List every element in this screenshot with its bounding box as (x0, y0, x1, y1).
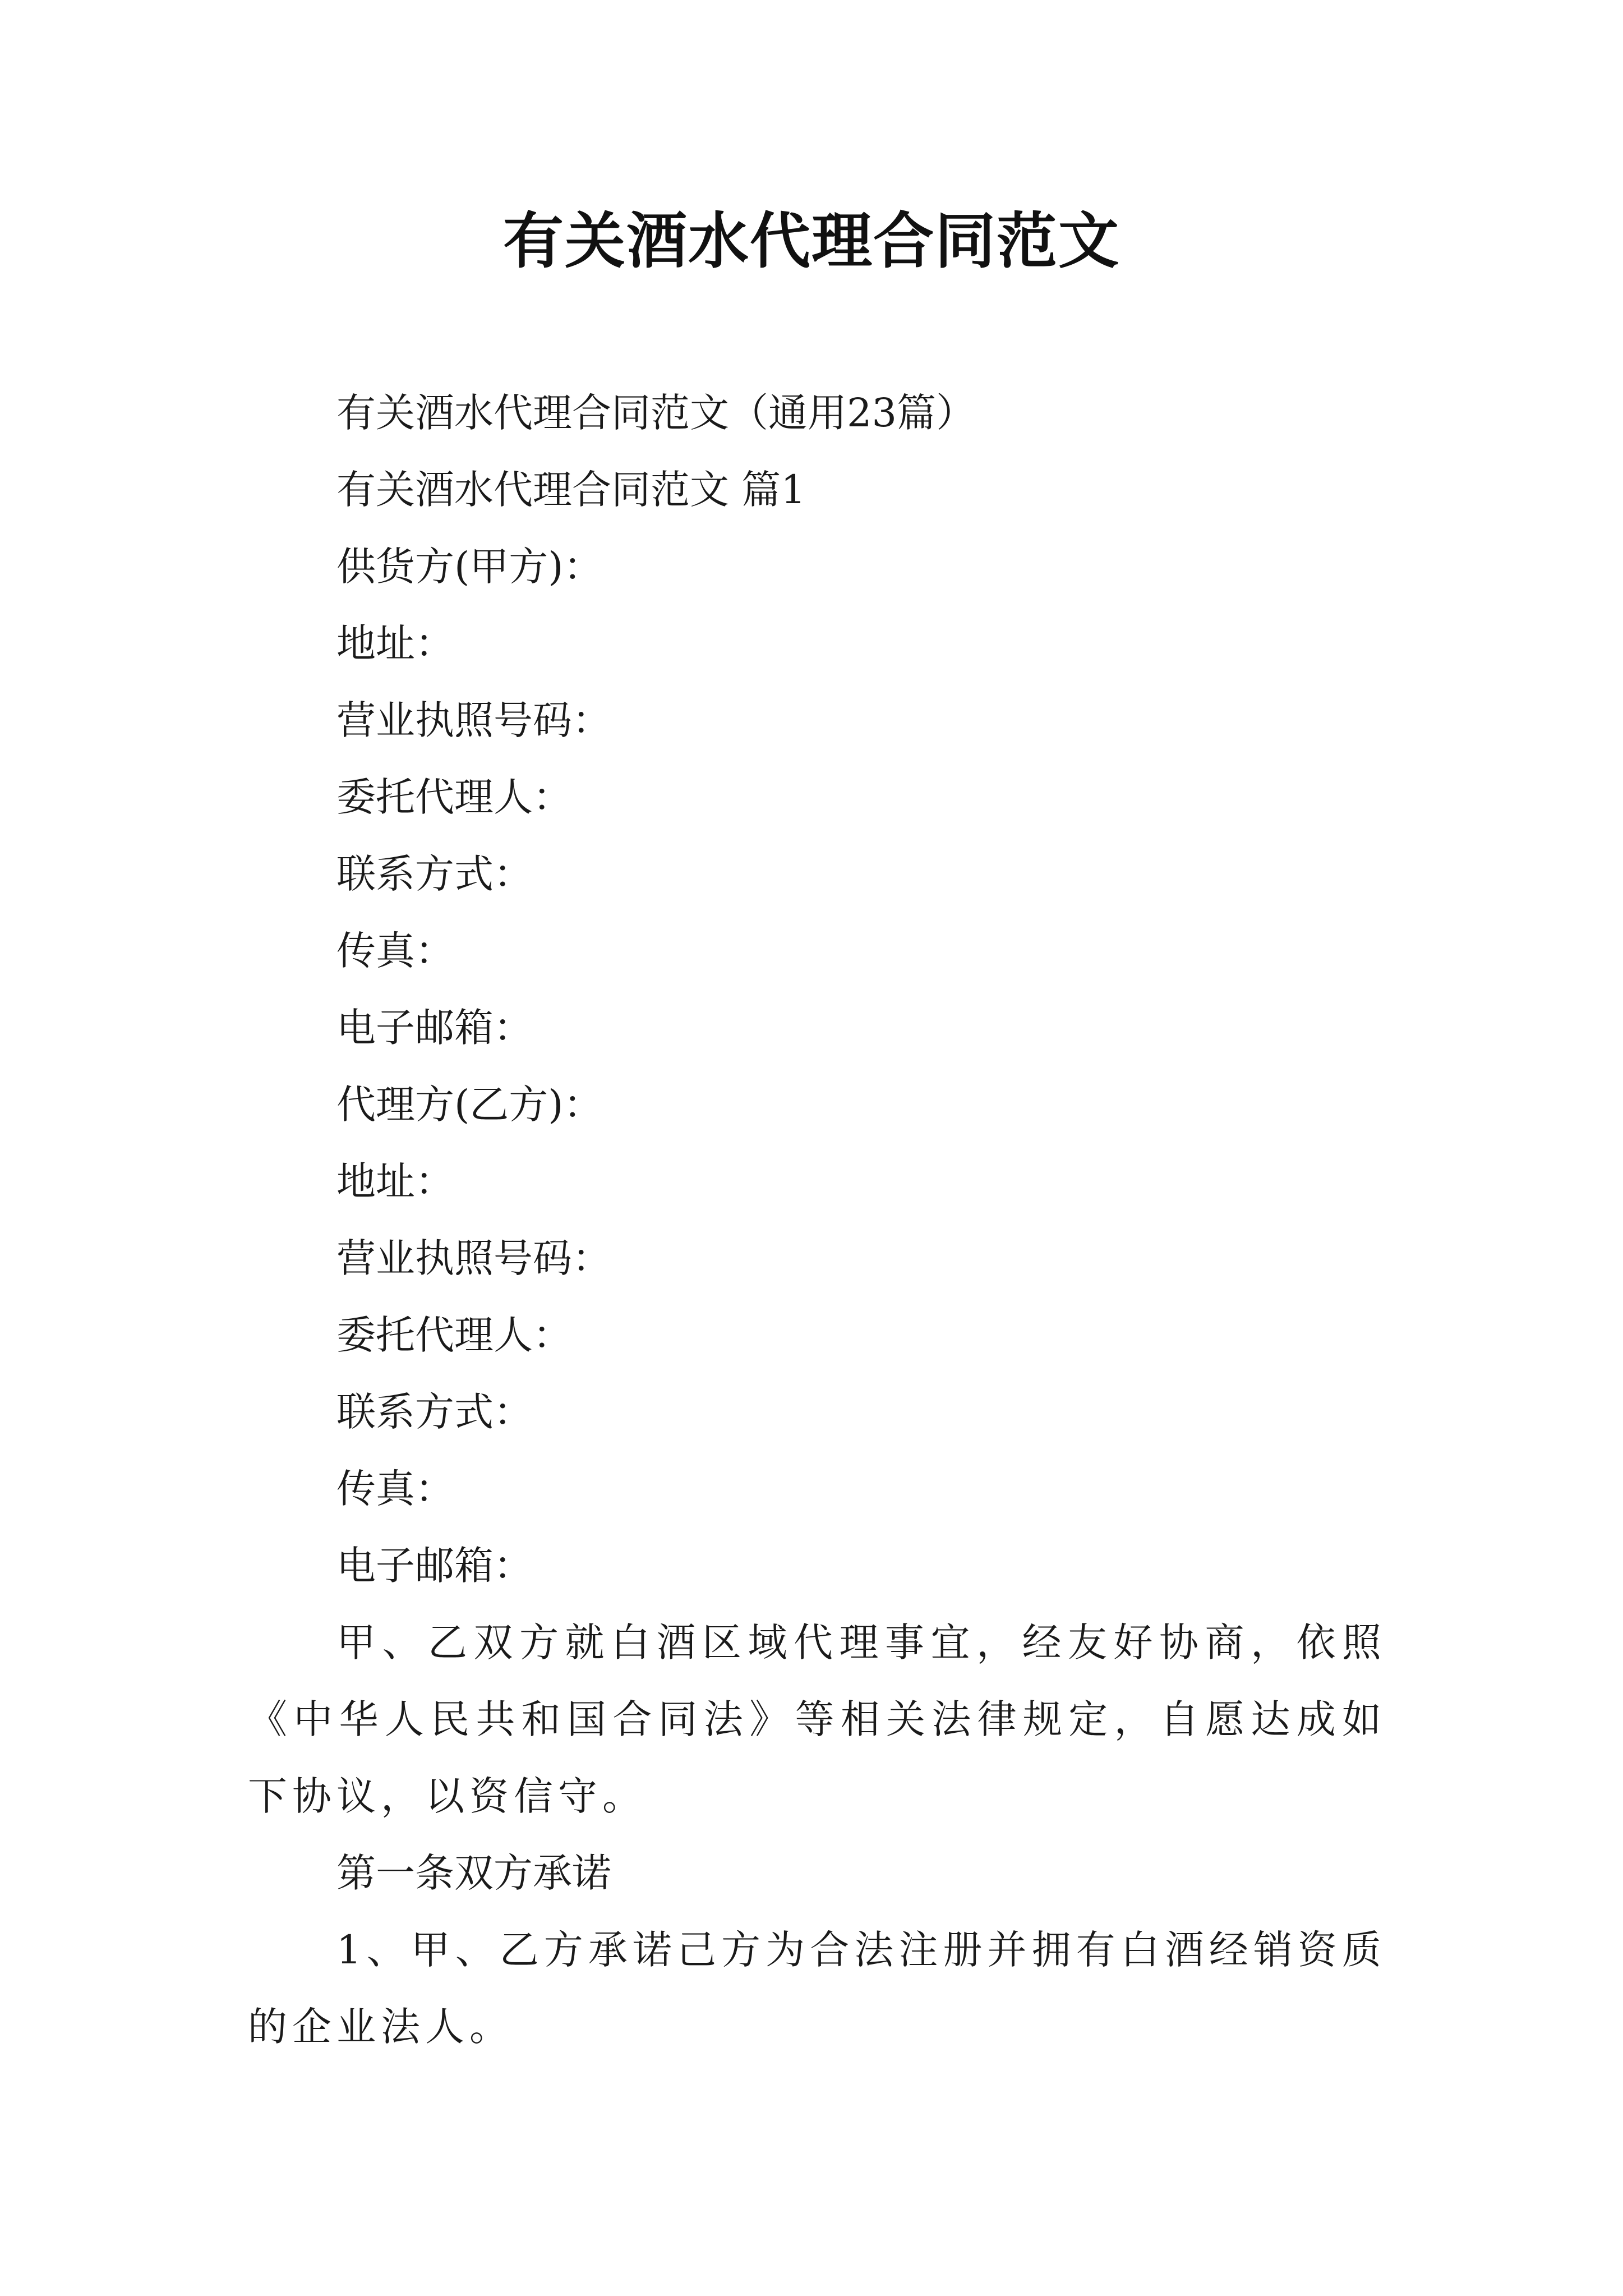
party-a-agent: 委托代理人： (336, 774, 572, 820)
party-b-license: 营业执照号码： (336, 1235, 611, 1281)
agreement-paragraph: 甲、乙双方就白酒区域代理事宜，经友好协商，依照《中华人民共和国合同法》等相关法律规定，自愿达成如下协议，以资信守。 (248, 1619, 1386, 1819)
document-body (248, 375, 1386, 2065)
article-1-heading: 第一条双方承诺 (336, 1850, 611, 1896)
section-heading: 有关酒水代理合同范文 篇1 (336, 467, 806, 513)
party-b-agent: 委托代理人： (336, 1312, 572, 1358)
party-b-email: 电子邮箱： (336, 1543, 533, 1589)
party-b-contact: 联系方式： (336, 1389, 533, 1435)
article-1-item-1: 1、甲、乙方承诺己方为合法注册并拥有白酒经销资质的企业法人。 (248, 1927, 1386, 2050)
party-a-address: 地址： (336, 620, 454, 666)
party-a-email: 电子邮箱： (336, 1005, 533, 1051)
document-title: 有关酒水代理合同范文 (502, 206, 1120, 277)
party-a-label: 供货方(甲方)： (336, 544, 603, 590)
party-a-fax: 传真： (336, 928, 454, 974)
document-subtitle: 有关酒水代理合同范文（通用23篇） (336, 390, 976, 436)
party-a-license: 营业执照号码： (336, 697, 611, 743)
party-a-contact: 联系方式： (336, 851, 533, 897)
party-b-fax: 传真： (336, 1466, 454, 1512)
party-b-address: 地址： (336, 1158, 454, 1204)
party-b-label: 代理方(乙方)： (336, 1082, 603, 1128)
